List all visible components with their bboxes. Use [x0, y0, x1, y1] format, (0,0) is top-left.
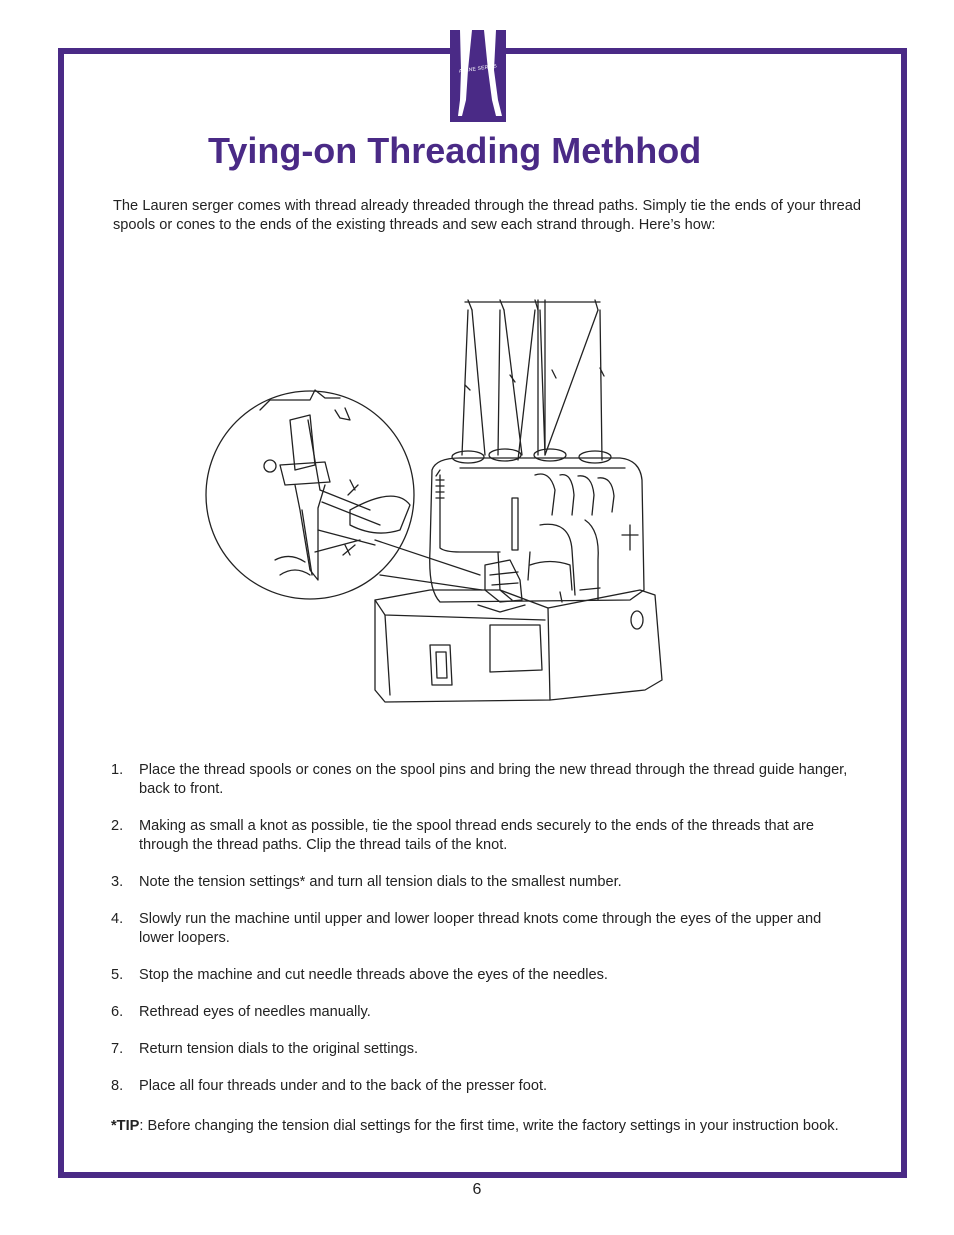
step-number: 7. [111, 1041, 124, 1057]
list-item [111, 910, 851, 948]
tip-label: *TIP [111, 1118, 140, 1134]
step-text: Note the tension settings* and turn all tension dials to the smallest number. [139, 874, 622, 890]
step-text: Stop the machine and cut needle threads above the eyes of the needles. [139, 967, 608, 983]
logo-text: A-LINE SERIES [458, 63, 498, 75]
step-number: 3. [111, 874, 124, 890]
list-item [111, 873, 851, 892]
step-number: 1. [111, 762, 124, 778]
step-text: Slowly run the machine until upper and lower looper thread knots come through the eyes of the upper and lower loopers. [139, 911, 822, 946]
step-text: Place the thread spools or cones on the spool pins and bring the new thread through the thread guide hanger, back to front. [139, 762, 848, 797]
step-number: 2. [111, 818, 124, 834]
step-text: Place all four threads under and to the back of the presser foot. [139, 1078, 548, 1094]
steps-list [111, 761, 851, 1114]
brand-logo [450, 30, 506, 122]
page-title: Tying-on Threading Methhod [208, 130, 702, 171]
step-text: Return tension dials to the original settings. [139, 1041, 419, 1057]
step-text: Rethread eyes of needles manually. [139, 1004, 371, 1020]
step-text: Making as small a knot as possible, tie the spool thread ends securely to the ends of the threads that are through the thread paths. Clip the thread tails of the knot. [139, 818, 814, 853]
list-item [111, 966, 851, 985]
list-item [111, 761, 851, 799]
tip-text: : Before changing the tension dial settings for the first time, write the factory settings in your instruction book. [139, 1118, 839, 1134]
list-item [111, 1003, 851, 1022]
legs-logo-icon [450, 30, 506, 122]
list-item [111, 1077, 851, 1096]
step-number: 6. [111, 1004, 124, 1020]
list-item [111, 817, 851, 855]
page-number: 6 [472, 1181, 482, 1198]
intro-paragraph: The Lauren serger comes with thread already threaded through the thread paths. Simply tie the ends of your thread spools or cones to the ends of the existing threads and sew each strand through. Here’s how: [113, 198, 861, 233]
step-number: 8. [111, 1078, 124, 1094]
step-number: 5. [111, 967, 124, 983]
list-item [111, 1040, 851, 1059]
step-number: 4. [111, 911, 124, 927]
serger-machine-illustration [200, 290, 670, 710]
tip-note [111, 1117, 881, 1136]
